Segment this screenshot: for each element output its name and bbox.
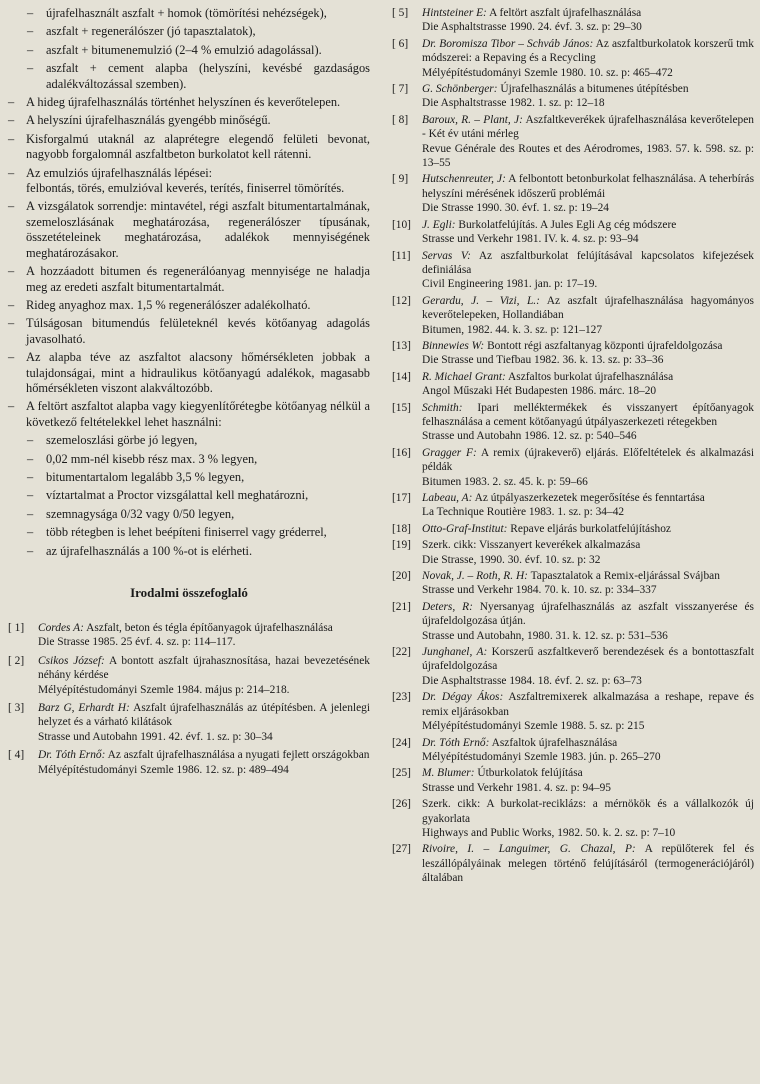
reference-author: Gragger F: [422,446,477,459]
bullet-extra-text: felbontás, törés, emulzióval keverés, terítés, finiserrel tömörítés. [26,181,345,196]
reference-number: [18] [392,522,411,535]
dash-marker: – [27,61,34,76]
reference-title: Útburkolatok felújítása [474,767,583,780]
bullet-text: Az alapba téve az aszfaltot alacsony hőmérsékleten jobbak a tulajdonságai, mint a hidraulikus kötőanyagú adalékok, magasabb hőmérsékleten viszont alakváltozóbb. [26,350,370,395]
reference-author: Csikos József: [38,654,105,667]
reference-entry [392,6,754,35]
reference-title: Aszfaltkeverékek újrafelhasználása keverőtelepen - Két év utáni mérleg [422,113,754,141]
reference-author: Labeau, A: [422,492,473,504]
reference-number: [12] [392,294,411,307]
reference-title: Burkolatfelújítás. A Jules Egli Ag cég módszere [455,218,677,231]
bullet-item [8,507,370,522]
bullet-text: víztartalmat a Proctor vizsgálattal kell meghatározni, [46,488,309,503]
reference-source: Die Asphaltstrasse 1990. 24. évf. 3. sz. p: 29–30 [422,21,642,34]
reference-title: Újrafelhasználás a bitumenes útépítésben [497,83,689,96]
reference-entry [392,218,754,247]
reference-source: Die Strasse, 1990. 30. évf. 10. sz. p: 32 [422,553,601,566]
reference-number: [ 7] [392,83,409,96]
reference-author: Dr. Boromisza Tibor – Schváb János: [422,37,594,50]
reference-number: [27] [392,843,411,856]
reference-number: [25] [392,767,411,780]
reference-author: Barz G, Erhardt H: [38,702,130,715]
reference-author: Binnewies W: [422,339,485,352]
bullet-item [8,95,370,110]
reference-source: Die Strasse 1990. 30. évf. 1. sz. p: 19–24 [422,202,609,215]
reference-author: Dr. Dégay Ákos: [422,691,504,704]
reference-source: Mélyépítéstudományi Szemle 1983. jún. p. 265–270 [422,750,661,763]
bullet-text: A hideg újrafelhasználás történhet helyszínen és keverőtelepen. [26,95,341,110]
dash-marker: – [8,131,15,146]
reference-author: Servas V: [422,249,471,262]
reference-entry [392,37,754,80]
dash-marker: – [27,488,34,503]
dash-marker: – [27,506,34,521]
reference-title: Repave eljárás burkolatfelújításhoz [507,522,671,535]
reference-number: [ 3] [8,702,25,715]
reference-number: [ 4] [8,749,25,762]
reference-source: Strasse und Verkehr 1981. 4. sz. p: 94–95 [422,781,611,794]
bullet-item [8,470,370,485]
reference-title: Az aszfaltburkolatok korszerű tmk módszerei: a Repaving és a Recycling [422,37,754,65]
left-column [8,6,370,781]
reference-entry [392,797,754,840]
bullet-text: aszfalt + bitumenemulzió (2–4 % emulzió adagolással). [46,42,322,57]
dash-marker: – [8,316,15,331]
reference-title: Ipari melléktermékek és visszanyert építőanyagok felhasználása a cement kötőanyagú útpályaszerkezeti rétegekben [422,401,754,428]
reference-title: Az útpályaszerkezetek megerősítése és fenntartása [472,492,705,504]
reference-entry [392,600,754,643]
reference-source: Strasse und Verkehr 1984. 70. k. 10. sz. p: 334–337 [422,584,657,597]
dash-marker: – [8,297,15,312]
bullet-text: szemnagysága 0/32 vagy 0/50 legyen, [46,506,235,521]
reference-source: Angol Műszaki Hét Budapesten 1986. márc. 18–20 [422,385,657,398]
bullet-item [8,316,370,347]
bullet-text: A hozzáadott bitumen és regenerálóanyag mennyisége ne haladja meg az eredeti aszfalt bitumentartalmát. [26,264,370,294]
reference-source: La Technique Routière 1983. 1. sz. p: 34–42 [422,506,625,519]
reference-author: Novak, J. – Roth, R. H: [422,570,528,583]
reference-list-right [392,6,754,886]
reference-number: [20] [392,570,411,583]
bullet-item [8,264,370,295]
reference-entry [392,294,754,337]
bullet-item [8,452,370,467]
reference-source: Revue Générale des Routes et des Aérodromes, 1983. 57. k. 598. sz. p: 13–55 [422,142,754,170]
reference-source: Civil Engineering 1981. jan. p: 17–19. [422,278,598,291]
reference-source: Die Asphaltstrasse 1982. 1. sz. p: 12–18 [422,97,605,110]
reference-author: Dr. Tóth Ernő: [422,736,490,749]
bullet-text: Kisforgalmú utaknál az alaprétegre elegendő felületi bevonat, nagyobb forgalomnál aszfaltbeton burkolatot kell rátenni. [26,131,370,162]
dash-marker: – [27,469,34,484]
reference-number: [ 5] [392,7,409,19]
bullet-text: aszfalt + cement alapba (helyszíni, kevésbé gazdaságos adalékváltozással szemben). [46,61,370,91]
reference-entry [392,736,754,765]
bullet-text: Rideg anyaghoz max. 1,5 % regenerálószer adalékolható. [26,297,311,312]
dash-marker: – [8,399,15,414]
reference-number: [26] [392,798,411,811]
reference-author: Cordes A: [38,622,84,634]
dash-marker: – [8,165,15,180]
reference-entry [8,654,370,697]
bullet-item [8,43,370,58]
reference-author: Schmith: [422,401,463,414]
dash-marker: – [27,451,34,466]
reference-number: [10] [392,218,411,231]
reference-entry [392,172,754,215]
reference-number: [22] [392,646,411,659]
reference-number: [11] [392,249,411,262]
reference-entry [392,370,754,399]
reference-entry [392,491,754,520]
reference-entry [392,446,754,489]
bullet-list [8,6,370,559]
reference-number: [17] [392,492,411,504]
bullet-text: szemeloszlási görbe jó legyen, [46,433,198,448]
reference-title: Szerk. cikk: A burkolat-reciklázs: a mérnökök és a vállalkozók új gyakorlata [422,798,754,825]
reference-entry [392,401,754,444]
reference-number: [21] [392,600,411,613]
bullet-text: aszfalt + regenerálószer (jó tapasztalatok), [46,24,256,39]
reference-source: Die Asphaltstrasse 1984. 18. évf. 2. sz. p: 63–73 [422,674,642,687]
reference-author: Hutschenreuter, J: [422,173,506,186]
reference-title: Aszfaltok újrafelhasználása [489,736,618,749]
reference-author: M. Blumer: [422,767,475,780]
reference-title: Tapasztalatok a Remix-eljárással Svájban [527,570,720,583]
bullet-text: Az emulziós újrafelhasználás lépései: [26,165,213,180]
reference-number: [ 6] [392,37,409,50]
reference-source: Mélyépítéstudományi Szemle 1984. május p: 214–218. [38,683,290,696]
bullet-item [8,61,370,92]
bullet-text: bitumentartalom legalább 3,5 % legyen, [46,469,245,484]
reference-number: [23] [392,691,411,704]
reference-source: Bitumen, 1982. 44. k. 3. sz. p: 121–127 [422,323,603,336]
reference-author: G. Schönberger: [422,83,498,96]
bullet-item [8,113,370,128]
bullet-item [8,399,370,430]
reference-title: Az aszfalt újrafelhasználása a nyugati fejlett országokban [105,749,370,762]
reference-title: Aszfaltos burkolat újrafelhasználása [505,370,674,383]
reference-source: Mélyépítéstudományi Szemle 1986. 12. sz. p: 489–494 [38,763,289,776]
reference-source: Die Strasse und Tiefbau 1982. 36. k. 13. sz. p: 33–36 [422,354,664,367]
reference-title: Az aszfaltburkolat felújításával kapcsolatos kifejezések definiálása [422,249,754,276]
reference-entry [392,522,754,536]
reference-source: Strasse und Verkehr 1981. IV. k. 4. sz. p: 93–94 [422,233,639,246]
dash-marker: – [8,113,15,128]
reference-number: [ 9] [392,173,409,186]
reference-author: Junghanel, A: [422,646,488,659]
bullet-text: 0,02 mm-nél kisebb rész max. 3 % legyen, [46,451,258,466]
bullet-item [8,298,370,313]
reference-number: [24] [392,736,411,749]
bullet-item [8,433,370,448]
bullet-item [8,199,370,261]
reference-source: Strasse und Autobahn, 1980. 31. k. 12. sz. p: 531–536 [422,629,668,642]
reference-entry [392,842,754,885]
reference-author: Dr. Tóth Ernő: [38,749,106,762]
bullet-text: újrafelhasznált aszfalt + homok (tömörítési nehézségek), [46,6,327,20]
bullet-item [8,6,370,21]
dash-marker: – [8,95,15,110]
dash-marker: – [27,525,34,540]
reference-author: Baroux, R. – Plant, J: [422,113,523,126]
reference-entry [392,538,754,567]
reference-title: Aszfalt, beton és tégla építőanyagok újrafelhasználása [83,622,333,634]
reference-entry [392,645,754,688]
reference-entry [392,569,754,598]
dash-marker: – [27,24,34,39]
dash-marker: – [27,6,34,20]
reference-author: Gerardu, J. – Vizi, L.: [422,294,540,307]
reference-author: J. Egli: [422,218,456,231]
reference-entry [8,701,370,744]
reference-source: Strasse und Autobahn 1986. 12. sz. p: 540–546 [422,430,637,443]
bullet-item [8,350,370,396]
reference-title: A remix (újrakeverő) eljárás. Előfeltételek és alkalmazási példák [422,446,754,474]
reference-number: [13] [392,339,411,352]
reference-source: Strasse und Autobahn 1991. 42. évf. 1. sz. p: 30–34 [38,730,273,743]
reference-title: Az aszfalt újrafelhasználása hagyományos keverőtelepeken, Hollandiában [422,294,754,322]
reference-author: R. Michael Grant: [422,370,506,383]
reference-entry [392,339,754,368]
reference-source: Mélyépítéstudományi Szemle 1980. 10. sz. p: 465–472 [422,66,673,79]
bullet-text: az újrafelhasználás a 100 %-ot is elérheti. [46,543,253,558]
reference-source: Bitumen 1983. 2. sz. 45. k. p: 59–66 [422,475,588,488]
reference-entry [392,113,754,171]
dash-marker: – [8,264,15,279]
reference-source: Highways and Public Works, 1982. 50. k. 2. sz. p: 7–10 [422,826,676,839]
dash-marker: – [8,350,15,365]
dash-marker: – [8,199,15,214]
reference-author: Otto-Graf-Institut: [422,522,508,535]
bullet-text: Túlságosan bitumendús felületeknél kevés kötőanyag adagolás javasolható. [26,316,370,346]
reference-source: Die Strasse 1985. 25 évf. 4. sz. p: 114–117. [38,636,236,649]
reference-number: [19] [392,539,411,552]
reference-title: A feltört aszfalt újrafelhasználása [486,7,642,19]
reference-author: Deters, R: [422,600,473,613]
bullet-item [8,488,370,503]
bullet-item [8,525,370,540]
reference-author: Rivoire, I. – Languimer, G. Chazal, P: [422,843,636,856]
reference-title: A repülőterek fel és leszállópályáinak melegen történő felújításáról (termogenerációjáról) általában [422,843,755,885]
dash-marker: – [27,433,34,448]
reference-title: Korszerű aszfaltkeverő berendezések és a bontottaszfalt újrafeldolgozása [422,646,754,673]
reference-number: [ 8] [392,113,409,126]
reference-number: [ 2] [8,654,25,667]
bullet-item [8,132,370,163]
reference-number: [14] [392,370,411,383]
reference-entry [392,690,754,733]
reference-number: [16] [392,446,411,459]
reference-entry [8,621,370,650]
bullet-item [8,544,370,559]
reference-list-left [8,621,370,777]
reference-title: A felbontott betonburkolat felhasználása. A teherbírás helyszíni mérésének időszerű problémái [422,173,755,200]
dash-marker: – [27,42,34,57]
bullet-item [8,166,370,197]
reference-title: A bontott aszfalt újrahasznosítása, hazai bevezetésének néhány kérdése [38,654,370,682]
reference-entry [392,766,754,795]
reference-entry [392,82,754,111]
bullet-text: több rétegben is lehet beépíteni finiserrel vagy gréderrel, [46,525,327,540]
reference-author: Hintsteiner E: [422,7,487,19]
reference-entry [392,249,754,292]
reference-number: [ 1] [8,622,25,634]
bullet-text: A helyszíni újrafelhasználás gyengébb minőségű. [26,113,271,128]
right-column [392,6,754,888]
reference-title: Szerk. cikk: Visszanyert keverékek alkalmazása [422,539,641,552]
bullet-text: A feltört aszfaltot alapba vagy kiegyenlítőrétegbe kötőanyag nélkül a következő feltételekkel lehet használni: [26,399,370,429]
bullet-item [8,24,370,39]
reference-title: Bontott régi aszfaltanyag központi újrafeldolgozása [484,339,723,352]
reference-title: Aszfaltremixerek alkalmazása a reshape, repave és remix eljárásokban [422,691,754,718]
reference-number: [15] [392,401,411,414]
reference-title: Nyersanyag újrafelhasználás az aszfalt visszanyerése és újrafeldolgozása útján. [422,600,754,628]
bullet-text: A vizsgálatok sorrendje: mintavétel, régi aszfalt bitumentartalmának, szemeloszlásának meghatározása, regenerálószer típusának, összetételeinek meghatározása, adalékok mennyiségének meghatározásakor. [26,199,370,260]
section-heading: Irodalmi összefoglaló [130,585,248,600]
reference-source: Mélyépítéstudományi Szemle 1988. 5. sz. p: 215 [422,720,645,733]
dash-marker: – [27,543,34,558]
reference-title: Aszfalt újrafelhasználás az útépítésben. A jelenlegi helyzet és a várható kilátások [38,702,370,729]
reference-entry [8,748,370,777]
